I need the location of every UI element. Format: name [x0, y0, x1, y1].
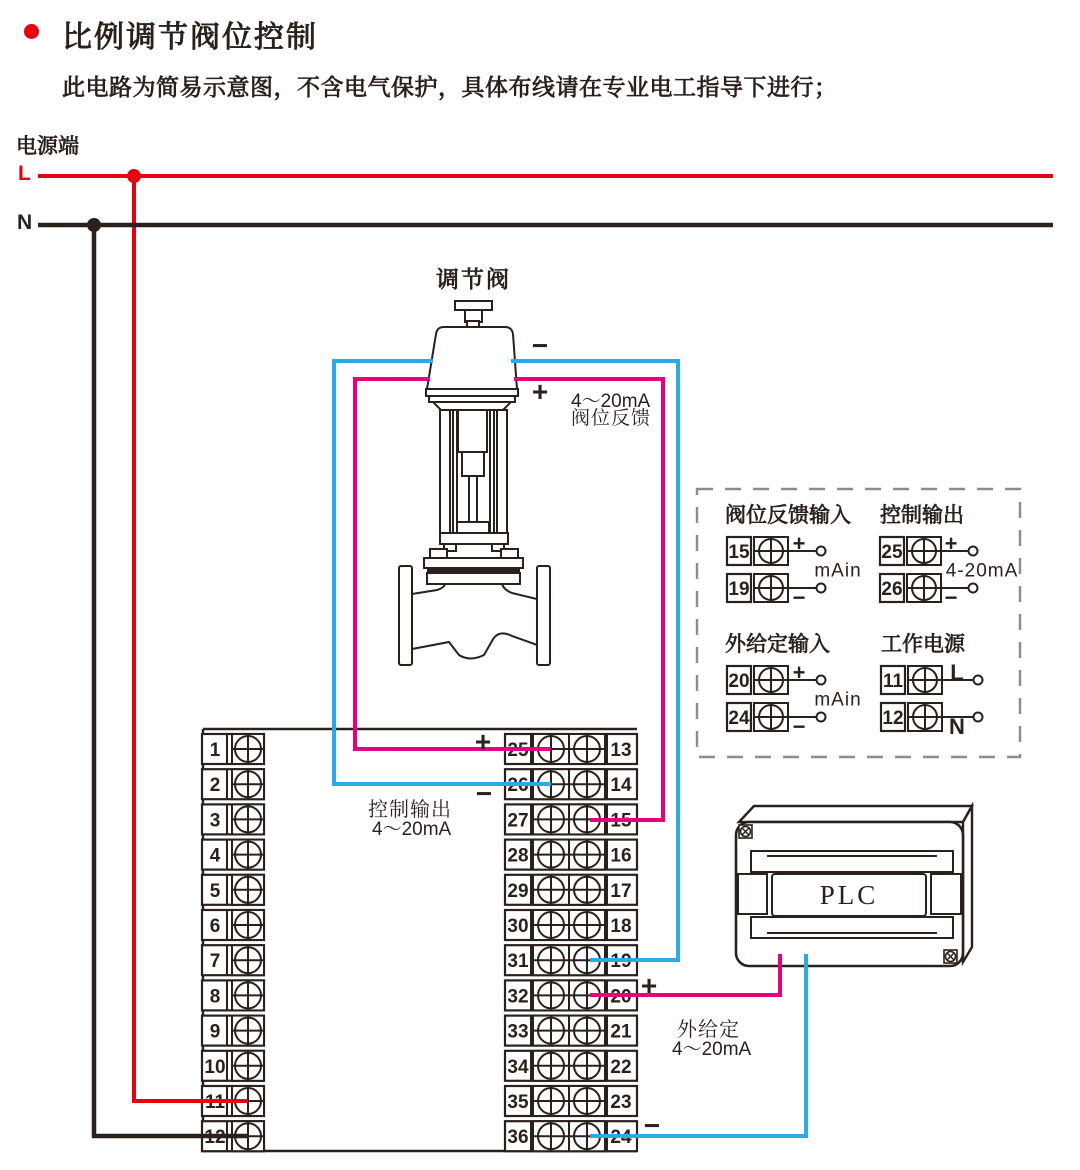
terminal-number: 23	[610, 1092, 632, 1113]
legend-polarity-sign: +	[944, 531, 958, 556]
legend-terminal-number: 19	[728, 579, 750, 600]
terminal-number: 21	[610, 1021, 632, 1043]
terminal-row	[202, 945, 264, 975]
valve-title: 调节阀	[436, 266, 511, 292]
power-terminal-label: 电源端	[16, 135, 79, 158]
terminal-number: 15	[610, 810, 632, 832]
legend-terminal-number: 11	[882, 671, 904, 692]
terminal-number: 11	[204, 1092, 226, 1113]
terminal-number: 30	[507, 916, 529, 937]
legend-caption: 4-20mA	[945, 560, 1019, 582]
legend-polarity-sign: N	[949, 714, 965, 739]
external-setpoint-label-line1: 外给定	[677, 1019, 740, 1041]
terminal-number: 4	[209, 845, 221, 867]
terminal-number: 1	[209, 740, 221, 761]
legend-group	[881, 632, 983, 739]
terminal-row	[505, 1016, 637, 1046]
legend-polarity-sign: L	[950, 660, 964, 685]
legend-terminal-number: 24	[728, 708, 750, 729]
legend-polarity-sign: −	[944, 585, 958, 610]
legend-group-title: 工作电源	[881, 633, 965, 656]
external-setpoint-label-line2: 4～20mA	[672, 1039, 752, 1060]
legend-terminal-number: 15	[728, 542, 750, 563]
terminal-legend	[697, 489, 1020, 757]
legend-group-title: 外给定输入	[725, 633, 830, 656]
terminal-row	[202, 840, 264, 870]
page-subtitle: 此电路为简易示意图，不含电气保护，具体布线请在专业电工指导下进行；	[62, 74, 838, 100]
terminal-number: 18	[610, 916, 632, 937]
terminal-number: 10	[204, 1056, 226, 1078]
line-n-label: N	[17, 211, 33, 234]
terminal-row	[202, 1016, 264, 1046]
control-output-plus-sign: +	[474, 726, 492, 757]
terminal-number: 2	[209, 775, 221, 797]
terminal-number: 34	[507, 1056, 529, 1078]
terminal-row	[505, 840, 637, 870]
terminal-row	[505, 1086, 637, 1116]
terminal-number: 29	[507, 880, 529, 902]
legend-group	[725, 503, 862, 610]
terminal-number: 7	[209, 951, 221, 973]
terminal-number: 3	[209, 810, 221, 832]
control-output-label-line1: 控制输出	[368, 799, 452, 821]
terminal-row	[202, 1051, 264, 1081]
terminal-number: 25	[507, 740, 529, 761]
legend-terminal-number: 26	[881, 579, 903, 600]
terminal-row	[505, 910, 637, 940]
terminal-row	[505, 1051, 637, 1081]
section-bullet-icon	[24, 24, 39, 39]
plc-label: PLC	[819, 879, 879, 910]
external-setpoint-minus-sign: −	[643, 1110, 661, 1141]
terminal-row	[202, 804, 264, 834]
legend-polarity-sign: +	[792, 531, 806, 556]
feedback-label-line2: 阀位反馈	[571, 408, 652, 429]
junction-dot-n	[87, 218, 101, 232]
terminal-number: 13	[610, 740, 632, 761]
terminal-number: 22	[610, 1056, 632, 1078]
terminal-number: 6	[209, 916, 221, 937]
terminal-number: 9	[209, 1021, 221, 1043]
terminal-number: 35	[507, 1092, 529, 1113]
terminal-number: 36	[507, 1127, 529, 1149]
feedback-label-line1: 4～20mA	[571, 391, 651, 412]
terminal-row	[202, 910, 264, 940]
legend-terminal-number: 20	[728, 671, 750, 692]
legend-group-title: 控制输出	[880, 504, 964, 527]
terminal-number: 33	[507, 1021, 529, 1043]
junction-dot-l	[127, 169, 141, 183]
left-terminal-strip	[202, 734, 264, 1151]
terminal-number: 26	[507, 775, 529, 797]
terminal-number: 16	[610, 845, 632, 867]
line-l-label: L	[18, 162, 31, 185]
legend-polarity-sign: −	[792, 585, 806, 610]
legend-caption: mAin	[814, 560, 862, 582]
terminal-number: 32	[507, 986, 529, 1008]
legend-group-title: 阀位反馈输入	[725, 504, 851, 527]
page-title: 比例调节阀位控制	[62, 21, 318, 54]
terminal-row	[202, 769, 264, 799]
terminal-number: 31	[507, 951, 529, 973]
terminal-number: 19	[610, 951, 632, 973]
legend-group	[880, 503, 1018, 610]
valve-minus-sign: −	[531, 330, 549, 361]
terminal-number: 8	[209, 986, 221, 1008]
terminal-row	[202, 875, 264, 905]
legend-caption: mAin	[814, 689, 862, 711]
terminal-number: 14	[610, 775, 632, 797]
valve-plus-sign: +	[531, 376, 549, 407]
legend-polarity-sign: +	[792, 660, 806, 685]
middle-terminal-strip	[505, 734, 637, 1151]
terminal-number: 17	[610, 880, 632, 902]
terminal-number: 28	[507, 845, 529, 867]
terminal-number: 20	[610, 986, 632, 1008]
control-output-minus-sign: −	[475, 778, 493, 809]
legend-terminal-number: 25	[881, 542, 903, 563]
terminal-row	[202, 734, 264, 764]
control-output-label-line2: 4～20mA	[372, 819, 452, 840]
terminal-row	[505, 875, 637, 905]
external-setpoint-plus-sign: +	[640, 970, 658, 1001]
terminal-number: 27	[507, 810, 529, 832]
legend-terminal-number: 12	[882, 708, 904, 729]
terminal-row	[202, 980, 264, 1010]
legend-polarity-sign: −	[792, 714, 806, 739]
terminal-number: 12	[204, 1127, 226, 1149]
terminal-number: 5	[209, 880, 221, 902]
legend-group	[725, 632, 862, 739]
terminal-number: 24	[610, 1127, 632, 1149]
